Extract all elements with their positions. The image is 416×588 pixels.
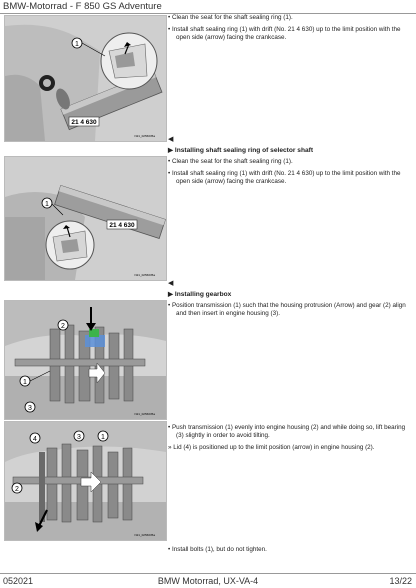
footer-rule	[0, 573, 416, 574]
figure-gearbox-push	[4, 421, 167, 541]
callout-3: 3	[77, 434, 81, 441]
doc-header: BMW-Motorrad - F 850 GS Adventure	[3, 1, 162, 12]
step-text: • Clean the seat for the shaft sealing ring (1).	[168, 14, 293, 21]
tool-label: 21 4 630	[109, 222, 135, 229]
callout-3: 3	[28, 405, 32, 412]
continue-marker: ◀	[168, 280, 174, 287]
figure-gearbox-position	[4, 300, 167, 420]
callout-1: 1	[75, 41, 79, 48]
figure-code: N21_0256035a	[134, 273, 155, 277]
section-3-steps	[168, 302, 412, 322]
figure-shaft-seal	[4, 15, 167, 142]
figure-code: N21_0256035a	[134, 412, 155, 416]
step-text: • Position transmission (1) such that the housing protrusion (Arrow) and gear (2) align and then insert in engine housing (3).	[168, 302, 406, 318]
section-1-steps	[168, 14, 412, 47]
callout-2: 2	[61, 323, 65, 330]
callout-4: 4	[33, 436, 37, 443]
callout-1: 1	[45, 201, 49, 208]
footer-date: 052021	[3, 576, 34, 586]
continue-marker: ◀	[168, 136, 174, 143]
step-text: • Install shaft sealing ring (1) with drift (No. 21 4 630) up to the limit position with the open side (arrow) facing the crankcase.	[168, 26, 401, 42]
step-text: • Clean the seat for the shaft sealing ring (1).	[168, 158, 293, 165]
section-2-steps	[168, 158, 412, 191]
step-text: • Install shaft sealing ring (1) with drift (No. 21 4 630) up to the limit position with the open side (arrow) facing the crankcase.	[168, 170, 401, 186]
figure-selector-seal	[4, 156, 167, 281]
section-5-steps	[168, 546, 412, 558]
page-number: 13/22	[389, 576, 412, 586]
figure-code: N21_0256035a	[134, 134, 155, 138]
section-heading: ▶ Installing gearbox	[168, 291, 232, 298]
step-text: • Push transmission (1) evenly into engine housing (2) and while doing so, lift bearing (3) slightly in order to avoid tilting.	[168, 424, 406, 440]
step-text: • Install bolts (1), but do not tighten.	[168, 546, 267, 553]
tool-label: 21 4 630	[71, 119, 97, 126]
footer-source: BMW Motorrad, UX-VA-4	[157, 576, 259, 586]
section-heading: ▶ Installing shaft sealing ring of selector shaft	[168, 147, 314, 154]
step-result: » Lid (4) is positioned up to the limit position (arrow) in engine housing (2).	[168, 444, 375, 452]
section-4-steps	[168, 424, 412, 457]
callout-2: 2	[15, 486, 19, 493]
callout-1: 1	[23, 379, 27, 386]
callout-1: 1	[101, 434, 105, 441]
figure-code: N21_0256035a	[134, 533, 155, 537]
